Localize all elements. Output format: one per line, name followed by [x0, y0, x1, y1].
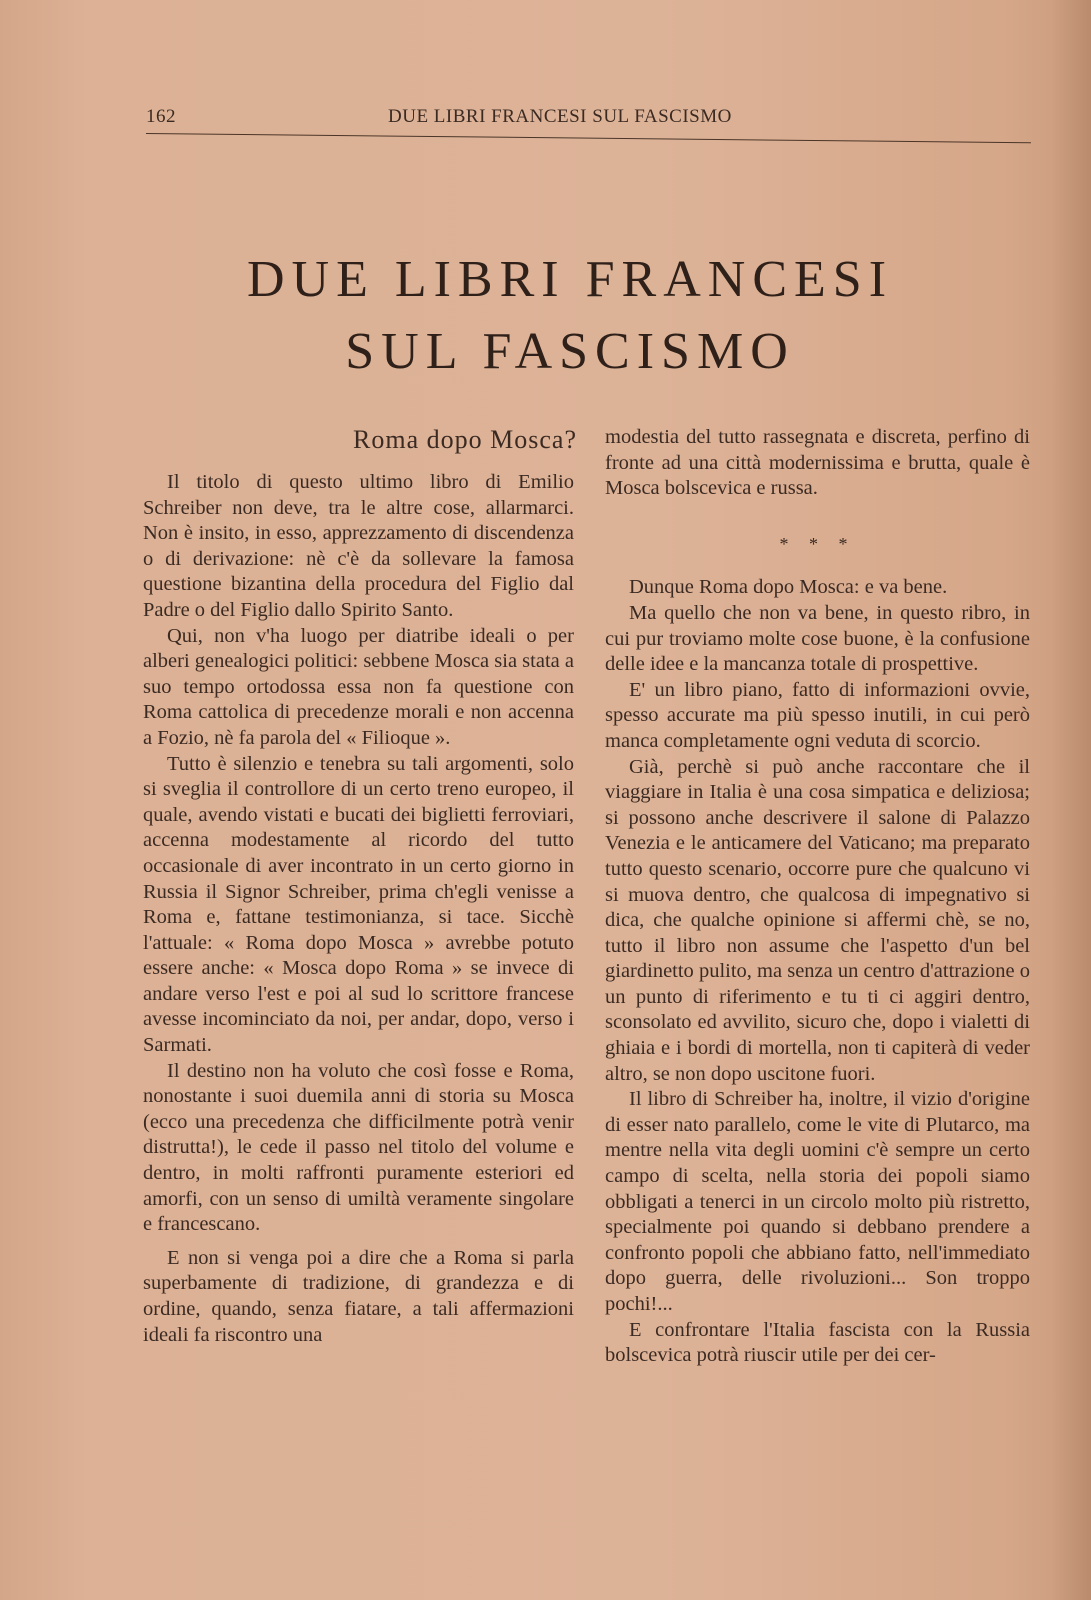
running-title: DUE LIBRI FRANCESI SUL FASCISMO — [388, 106, 732, 127]
paragraph: E non si venga poi a dire che a Roma si parla superbamente di tradizione, di grandezza e di ordine, quando, senza fiatare, a tali affermazioni ideali fa riscontro una — [143, 1246, 574, 1346]
paragraph: Qui, non v'ha luogo per diatribe ideali o per alberi genealogici politici: sebbene Mosca sia stata a suo tempo ortodossa essa non fa questione con Roma cattolica di precedenze morali e non accenna a Fozio, nè fa parola del « Filioque ». — [143, 624, 574, 749]
page-edge-shadow — [1051, 0, 1091, 1600]
right-column — [605, 425, 1030, 1369]
header-rule — [146, 133, 1031, 143]
paragraph: Ma quello che non va bene, in questo ribro, in cui pur troviamo molte cose buone, è la confusione delle idee e la mancanza totale di prospettive. — [605, 601, 1030, 676]
paragraph: Tutto è silenzio e tenebra su tali argomenti, solo si sveglia il controllore di un certo treno europeo, il quale, avendo vistati e bucati dei biglietti ferroviari, accenna modestamente al ricordo del tutto occasionale di aver incontrato in un certo giorno in Russia il Signor Schreiber, prima ch'egli venisse a Roma e, fattane testimonianza, si tace. Sicchè l'attuale: « Roma dopo Mosca » avrebbe potuto essere anche: « Mosca dopo Roma » se invece di andare verso l'est e poi al sud lo scrittore francese avesse incominciato da noi, per andar, dopo, verso i Sarmati. — [143, 752, 574, 1057]
paragraph: E confrontare l'Italia fascista con la Russia bolscevica potrà riuscir utile per dei cer- — [605, 1318, 1030, 1367]
section-separator: * * * — [779, 533, 856, 554]
paragraph: Già, perchè si può anche raccontare che il viaggiare in Italia è una cosa simpatica e deliziosa; si possono anche descrivere il salone di Palazzo Venezia e le anticamere del Vaticano; ma preparato tutto questo scenario, occorre pure che qualcuno vi si muova dentro, che qualcosa di impegnativo si dica, che qualche opinione si affermi chè, se no, tutto il libro non assume che l'aspetto d'un bel giardinetto pulito, ma senza un centro d'attrazione o un punto di riferimento e tu ti ci aggiri dentro, sconsolato ed avvilito, sicuro che, dopo i vialetti di ghiaia e i bordi di mortella, non ti capiterà di veder altro, se non dopo uscitone fuori. — [605, 755, 1030, 1085]
paragraph: Dunque Roma dopo Mosca: e va bene. — [629, 576, 948, 599]
page-number: 162 — [146, 106, 176, 127]
paragraph-continuation: modestia del tutto rassegnata e discreta, perfino di fronte ad una città modernissima e brutta, quale è Mosca bolscevica e russa. — [605, 426, 1030, 500]
paragraph: Il destino non ha voluto che così fosse e Roma, nonostante i suoi duemila anni di storia su Mosca (ecco una precedenza che difficilmente potrà venir distrutta!), le cede il passo nel titolo del volume e dentro, in molti raffronti puramente esteriori ed amorfi, con un senso di umiltà veramente singolare e francescano. — [143, 1059, 574, 1236]
left-column — [143, 470, 574, 1348]
paragraph: Il titolo di questo ultimo libro di Emilio Schreiber non deve, tra le altre cose, allarmarci. Non è insito, in esso, apprezzamento di discendenza o di derivazione: nè c'è da sollevare la famosa questione bizantina della procedura del Figlio dal Padre o del Figlio dallo Spirito Santo. — [143, 471, 574, 621]
running-head — [146, 106, 1036, 134]
article-title-line-2: SUL FASCISMO — [345, 323, 795, 380]
section-subheading: Roma dopo Mosca? — [353, 425, 577, 454]
paragraph: Il libro di Schreiber ha, inoltre, il vizio d'origine di esser nato parallelo, come le vite di Plutarco, ma mentre nella vita degli uomini c'è sempre un certo campo di scelta, nella storia dei popoli siamo obbligati a tenerci in un circolo molto più ristretto, specialmente poi quando si debbano prendere a confronto popoli che abbiano fatto, nell'immediato dopo guerra, delle rivoluzioni... Son troppo pochi!... — [605, 1088, 1030, 1315]
article-title-line-1: DUE LIBRI FRANCESI — [246, 251, 894, 308]
paragraph: E' un libro piano, fatto di informazioni ovvie, spesso accurate ma più spesso inutili, in cui però manca completamente ogni veduta di scorcio. — [605, 678, 1030, 752]
